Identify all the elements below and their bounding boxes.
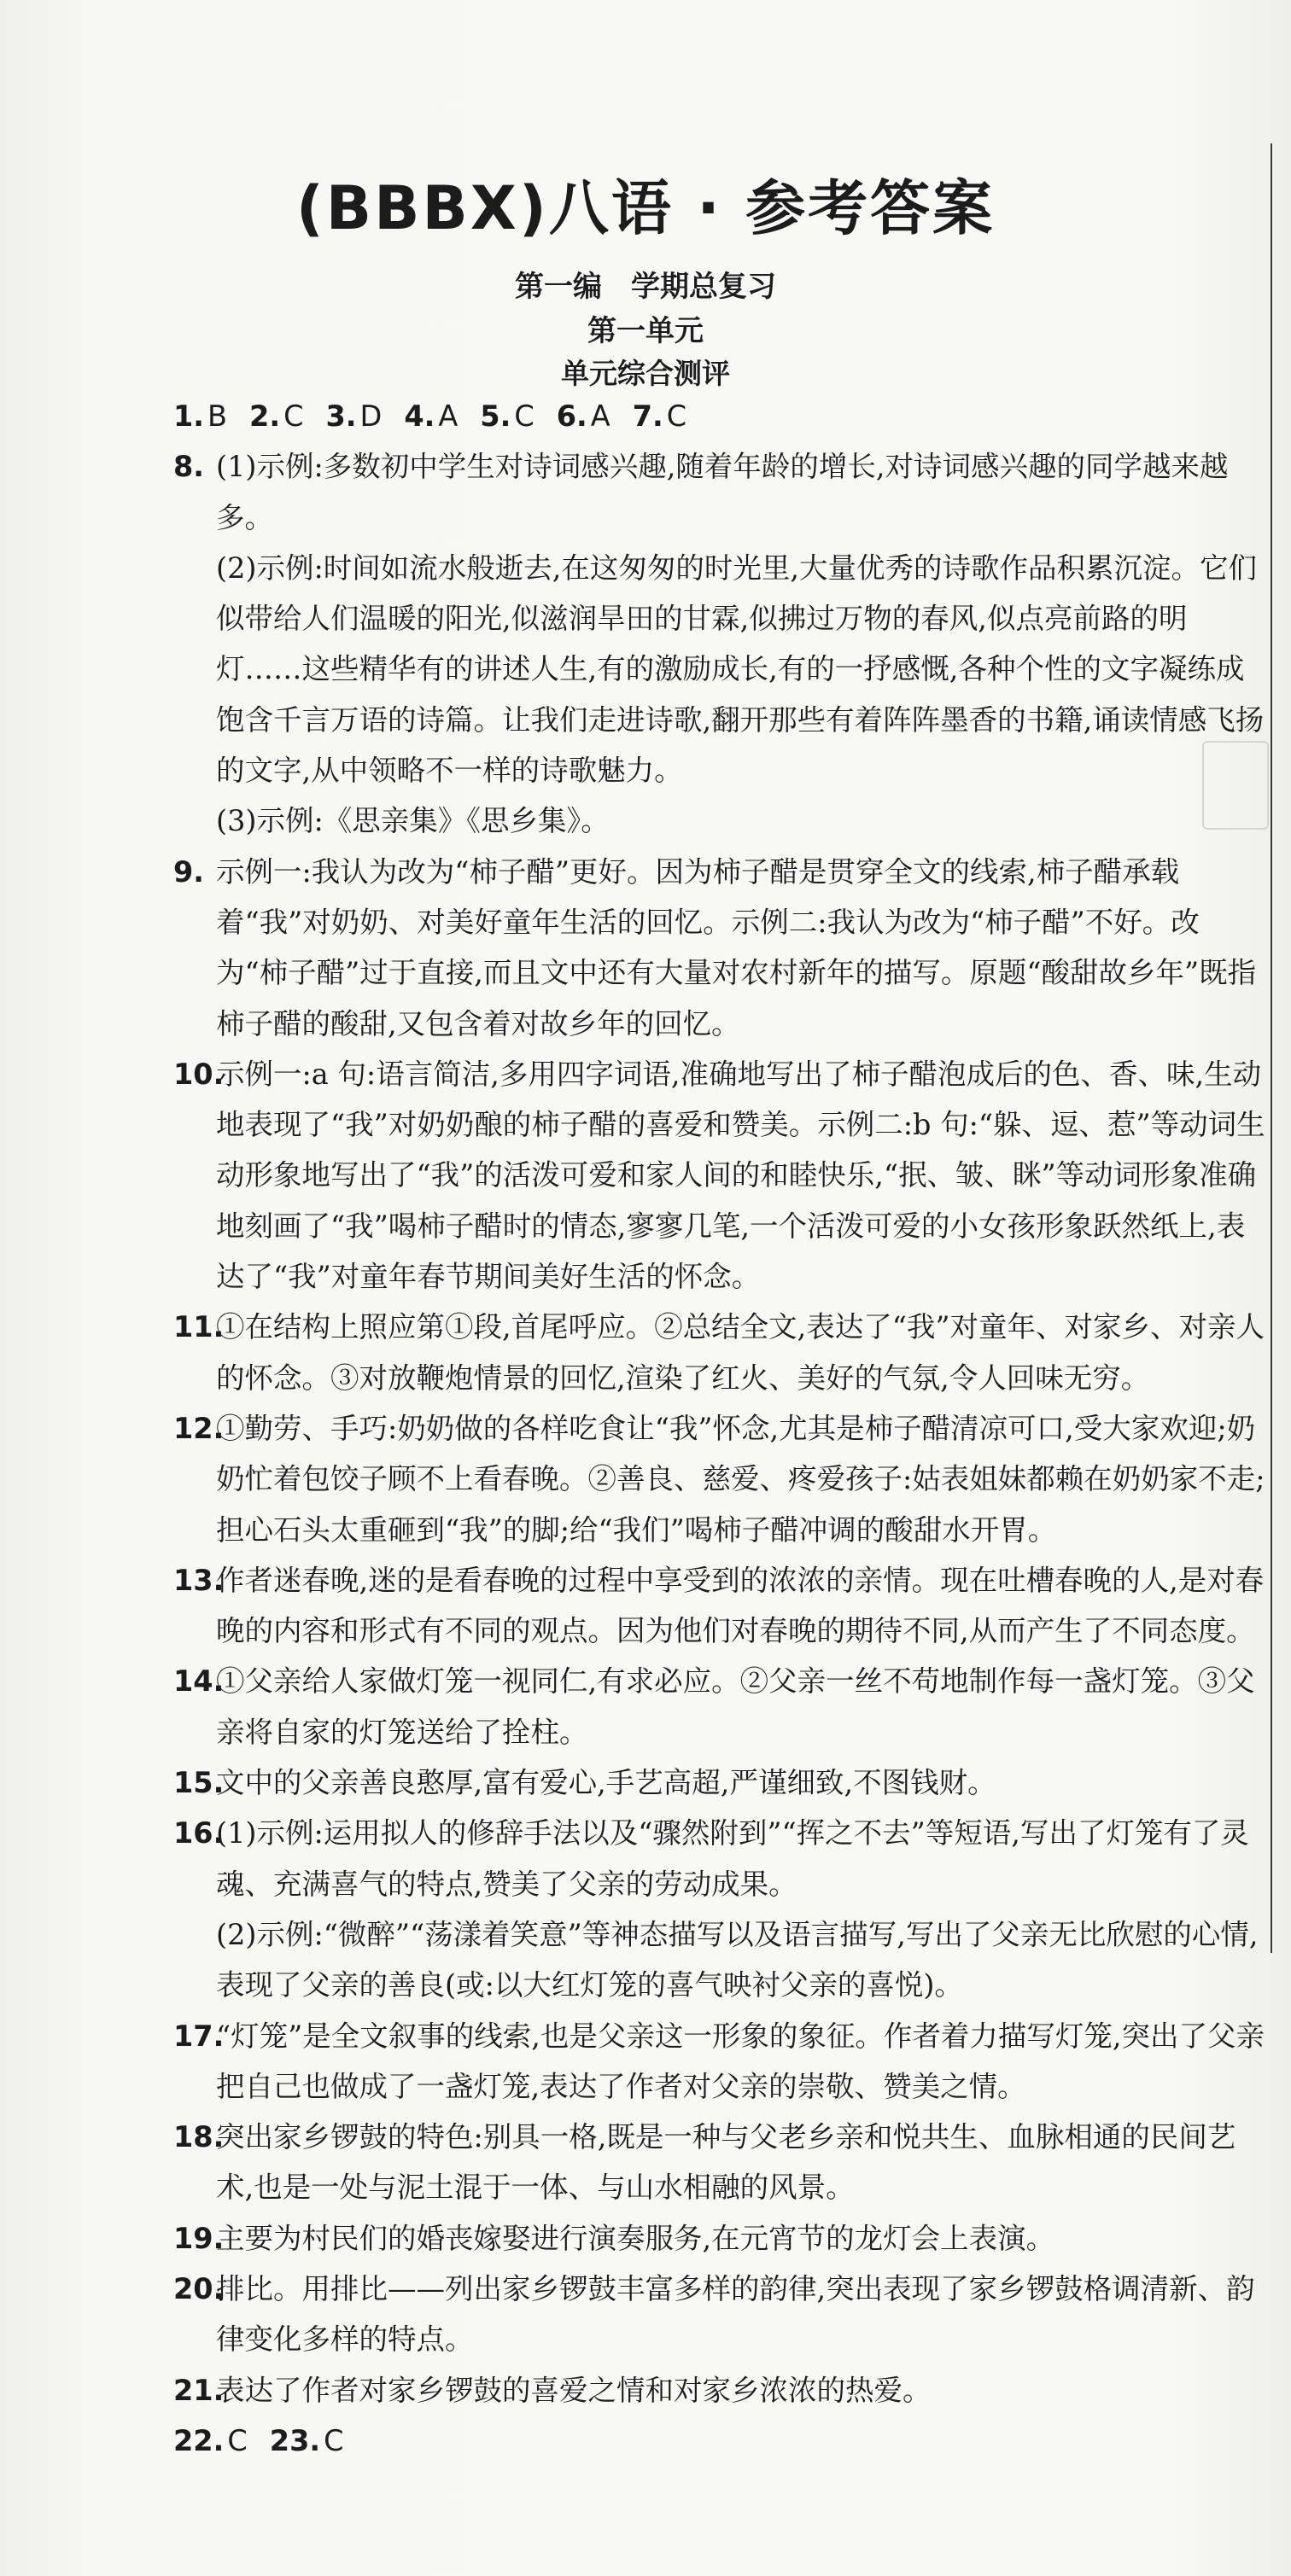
page-title: (BBBX)八语 · 参考答案	[295, 173, 996, 243]
question-number: 10.	[173, 1057, 225, 1091]
question-number: 9.	[173, 854, 205, 889]
answer-item	[173, 2011, 1271, 2113]
choice-answer: D	[359, 399, 383, 433]
answer-text: 主要为村民们的婚丧嫁娶进行演奏服务,在元宵节的龙灯会上表演。	[216, 2221, 1055, 2255]
answer-item	[173, 2264, 1271, 2365]
answer-text: ①父亲给人家做灯笼一视同仁,有求必应。②父亲一丝不苟地制作每一盏灯笼。③父亲将自家的灯笼送给了拴柱。	[216, 1664, 1255, 1749]
question-number: 19.	[173, 2221, 225, 2255]
answer-text: ①在结构上照应第①段,首尾呼应。②总结全文,表达了“我”对童年、对家乡、对亲人的怀念。③对放鞭炮情景的回忆,渲染了红火、美好的气氛,令人回味无穷。	[216, 1310, 1265, 1395]
answer-item	[173, 441, 1271, 846]
choice-answer: C	[666, 399, 687, 433]
question-number: 4.	[404, 399, 435, 433]
question-number: 5.	[480, 399, 511, 433]
choice-answer: C	[514, 399, 535, 433]
answer-item	[173, 1403, 1271, 1555]
answer-list	[173, 391, 1271, 2466]
choice-answer: B	[207, 399, 228, 433]
choice-answers-row	[173, 391, 1271, 441]
answer-text: 文中的父亲善良憨厚,富有爱心,手艺高超,严谨细致,不图钱财。	[216, 1766, 996, 1800]
answer-text: (1)示例:多数初中学生对诗词感兴趣,随着年龄的增长,对诗词感兴趣的同学越来越多。	[216, 450, 1229, 534]
answer-item	[173, 2213, 1271, 2264]
answer-item	[173, 847, 1271, 1049]
answer-text: (3)示例:《思亲集》《思乡集》。	[216, 804, 610, 838]
question-number: 11.	[173, 1310, 225, 1344]
choice-answer: C	[283, 399, 304, 433]
choice-answer: C	[227, 2423, 248, 2457]
question-number: 13.	[173, 1563, 225, 1597]
answer-item	[173, 1656, 1271, 1757]
choice-answer: C	[324, 2423, 344, 2457]
question-number: 8.	[173, 450, 205, 484]
answer-item	[173, 1808, 1271, 2010]
answer-text: 示例一:我认为改为“柿子醋”更好。因为柿子醋是贯穿全文的线索,柿子醋承载着“我”对奶奶、对美好童年生活的回忆。示例二:我认为改为“柿子醋”不好。改为“柿子醋”过于直接,而且文中还有大量对农村新年的描写。原题“酸甜故乡年”既指柿子醋的酸甜,又包含着对故乡年的回忆。	[216, 854, 1257, 1040]
question-number: 7.	[632, 399, 663, 433]
answer-text: 表达了作者对家乡锣鼓的喜爱之情和对家乡浓浓的热爱。	[216, 2373, 932, 2407]
section-heading: 第一编 学期总复习	[515, 270, 776, 304]
answer-item	[173, 2365, 1271, 2416]
answer-text: 突出家乡锣鼓的特色:别具一格,既是一种与父老乡亲和悦共生、血脉相通的民间艺术,也是一处与泥土混于一体、与山水相融的风景。	[216, 2120, 1236, 2205]
question-number: 22.	[173, 2423, 225, 2457]
margin-rule	[1271, 143, 1272, 1953]
test-heading: 单元综合测评	[561, 357, 730, 390]
unit-heading: 第一单元	[587, 314, 704, 348]
question-number: 6.	[556, 399, 587, 433]
question-number: 18.	[173, 2120, 225, 2154]
choice-answer: A	[438, 399, 459, 433]
answer-item	[173, 1757, 1271, 1808]
question-number: 12.	[173, 1411, 225, 1445]
answer-text: (1)示例:运用拟人的修辞手法以及“骤然附到”“挥之不去”等短语,写出了灯笼有了灵魂、充满喜气的特点,赞美了父亲的劳动成果。	[216, 1816, 1249, 1901]
question-number: 16.	[173, 1816, 225, 1850]
choice-answer: A	[590, 399, 610, 433]
question-number: 23.	[269, 2423, 321, 2457]
answer-text: (2)示例:时间如流水般逝去,在这匆匆的时光里,大量优秀的诗歌作品积累沉淀。它们似带给人们温暖的阳光,似滋润旱田的甘霖,似拂过万物的春风,似点亮前路的明灯……这些精华有的讲述人生,有的激励成长,有的一抒感慨,各种个性的文字凝练成饱含千言万语的诗篇。让我们走进诗歌,翻开那些有着阵阵墨香的书籍,诵读情感飞扬的文字,从中领略不一样的诗歌魅力。	[216, 551, 1265, 788]
question-number: 3.	[325, 399, 357, 433]
answer-text: “灯笼”是全文叙事的线索,也是父亲这一形象的象征。作者着力描写灯笼,突出了父亲把自己也做成了一盏灯笼,表达了作者对父亲的崇敬、赞美之情。	[216, 2019, 1265, 2103]
answer-text: 示例一:a 句:语言简洁,多用四字词语,准确地写出了柿子醋泡成后的色、香、味,生动地表现了“我”对奶奶酿的柿子醋的喜爱和赞美。示例二:b 句:“躲、逗、惹”等动词生动形象地写出了“我”的活泼可爱和家人间的和睦快乐,“抿、皱、眯”等动词形象准确地刻画了“我”喝柿子醋时的情态,寥寥几笔,一个活泼可爱的小女孩形象跃然纸上,表达了“我”对童年春节期间美好生活的怀念。	[216, 1057, 1265, 1294]
question-number: 20.	[173, 2271, 225, 2305]
question-number: 14.	[173, 1664, 225, 1699]
answer-text: ①勤劳、手巧:奶奶做的各样吃食让“我”怀念,尤其是柿子醋清凉可口,受大家欢迎;奶奶忙着包饺子顾不上看春晚。②善良、慈爱、疼爱孩子:姑表姐妹都赖在奶奶家不走;担心石头太重砸到“我”的脚;给“我们”喝柿子醋冲调的酸甜水开胃。	[216, 1411, 1265, 1547]
question-number: 2.	[249, 399, 281, 433]
question-number: 21.	[173, 2373, 225, 2407]
question-number: 15.	[173, 1766, 225, 1800]
answer-text: 排比。用排比——列出家乡锣鼓丰富多样的韵律,突出表现了家乡锣鼓格调清新、韵律变化多样的特点。	[216, 2271, 1255, 2357]
answer-text: (2)示例:“微醉”“荡漾着笑意”等神态描写以及语言描写,写出了父亲无比欣慰的心情,表现了父亲的善良(或:以大红灯笼的喜气映衬父亲的喜悦)。	[216, 1917, 1259, 2002]
answer-item	[173, 1555, 1271, 1657]
choice-answers-row	[173, 2416, 1271, 2466]
question-number: 17.	[173, 2019, 225, 2053]
answer-item	[173, 1049, 1271, 1302]
answer-text: 作者迷春晚,迷的是看春晚的过程中享受到的浓浓的亲情。现在吐槽春晚的人,是对春晚的内容和形式有不同的观点。因为他们对春晚的期待不同,从而产生了不同态度。	[216, 1563, 1265, 1648]
answer-item	[173, 1302, 1271, 1403]
question-number: 1.	[173, 399, 205, 433]
answer-item	[173, 2112, 1271, 2213]
